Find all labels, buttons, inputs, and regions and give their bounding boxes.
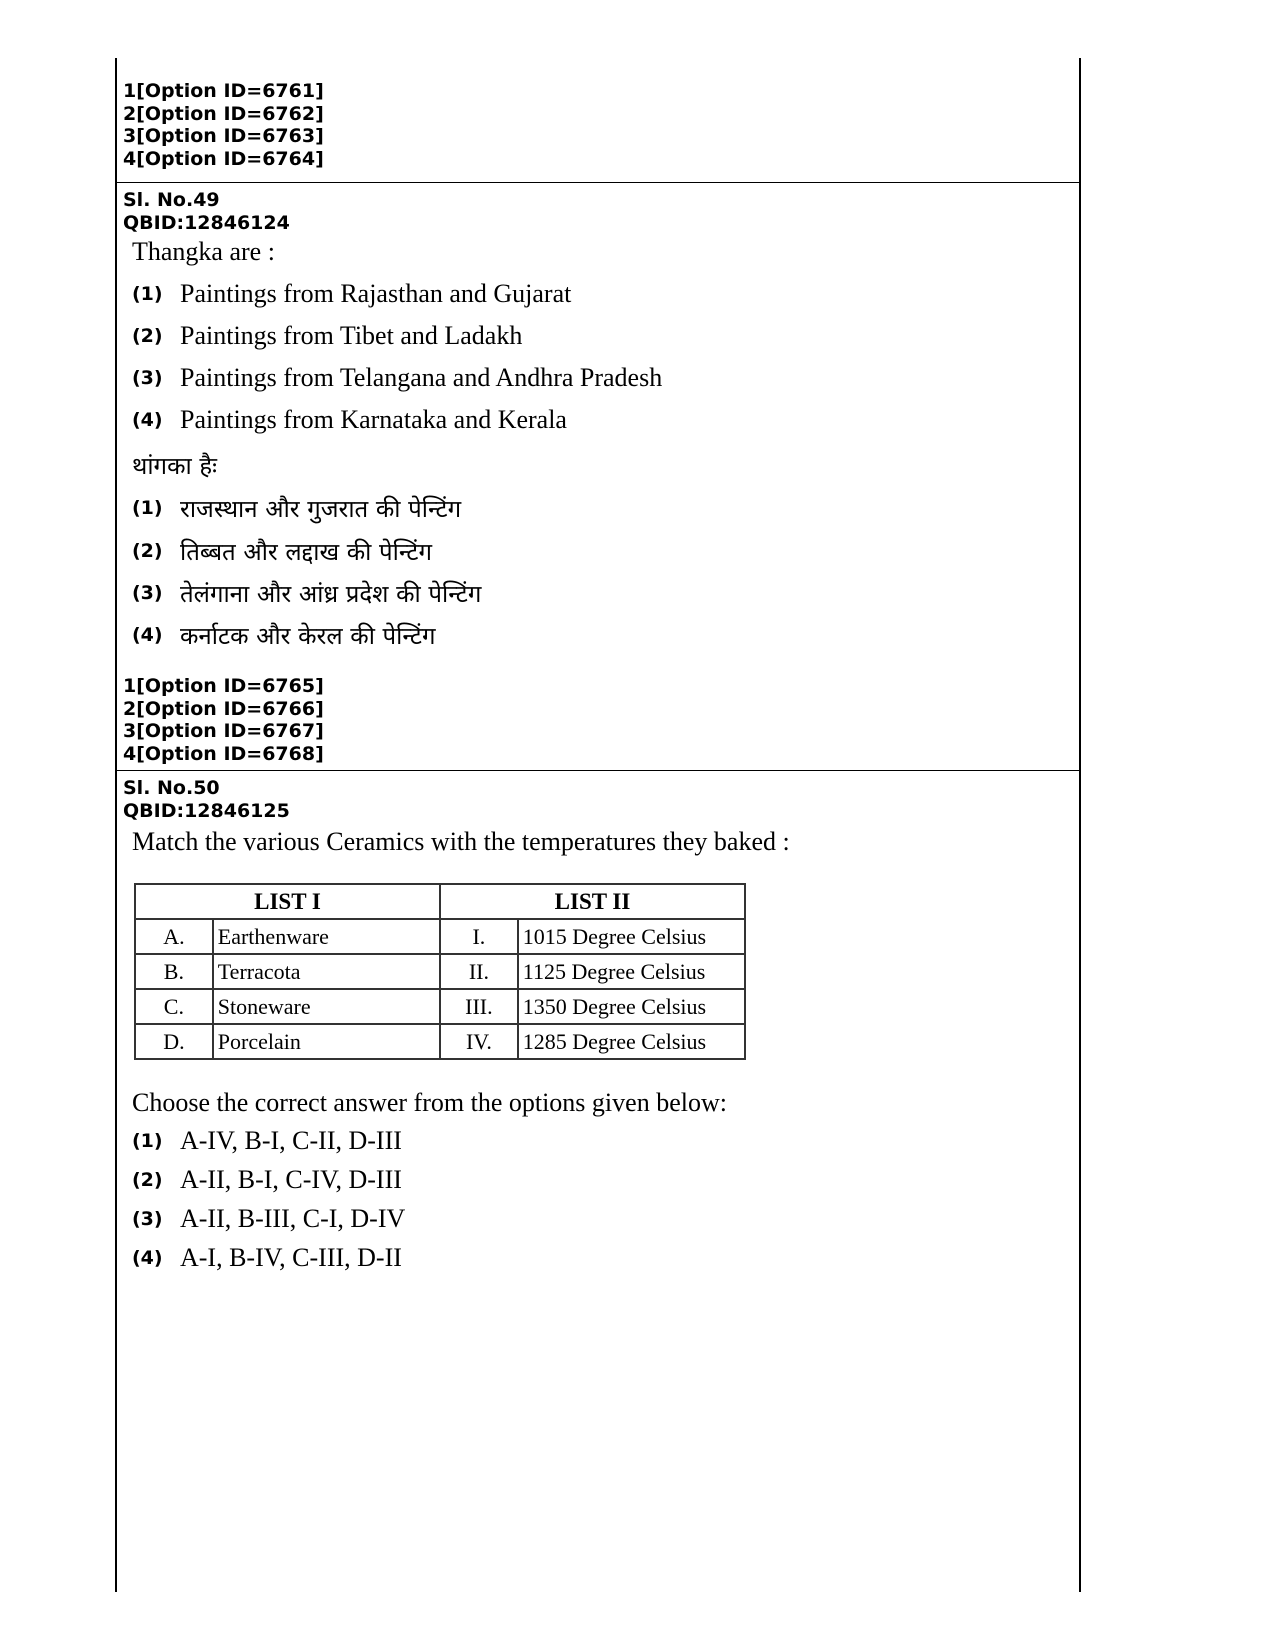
list-1-label: D. — [135, 1024, 213, 1059]
list-1-label: C. — [135, 989, 213, 1024]
option-en — [132, 405, 567, 435]
list-1-item: Terracota — [213, 954, 440, 989]
table-row — [135, 919, 745, 954]
option-id: 2[Option ID=6766] — [123, 697, 324, 720]
list-2-item: 1350 Degree Celsius — [518, 989, 745, 1024]
list-1-item: Stoneware — [213, 989, 440, 1024]
question-49 — [117, 182, 1079, 771]
list-2-header: LIST II — [440, 884, 745, 919]
option-id-list — [123, 80, 324, 170]
option-text: A-II, B-III, C-I, D-IV — [180, 1204, 406, 1233]
option-number: (1) — [132, 283, 163, 305]
list-2-item: 1015 Degree Celsius — [518, 919, 745, 954]
option-id: 1[Option ID=6761] — [123, 80, 324, 102]
serial-number: Sl. No.50 — [123, 777, 220, 799]
option-id: 4[Option ID=6764] — [123, 147, 324, 170]
qbid: QBID:12846124 — [123, 211, 290, 234]
option-number: (4) — [132, 409, 163, 431]
option-text: कर्नाटक और केरल की पेन्टिंग — [180, 621, 436, 650]
qbid: QBID:12846125 — [123, 799, 290, 822]
serial-number: Sl. No.49 — [123, 189, 220, 211]
option — [132, 1126, 402, 1156]
option-number: (2) — [132, 1169, 163, 1191]
option-text: तिब्बत और लद्दाख की पेन्टिंग — [180, 537, 432, 566]
question-text-hi: थांगका हैः — [132, 452, 217, 480]
option — [132, 1204, 405, 1234]
option-id: 3[Option ID=6767] — [123, 720, 324, 742]
option-number: (4) — [132, 624, 163, 646]
option-text: Paintings from Karnataka and Kerala — [180, 405, 567, 434]
table-row — [135, 1024, 745, 1059]
option-text: Paintings from Tibet and Ladakh — [180, 321, 523, 350]
question-paper-frame — [115, 58, 1081, 1592]
list-2-label: II. — [440, 954, 518, 989]
option-text: A-IV, B-I, C-II, D-III — [180, 1126, 402, 1155]
list-2-item: 1285 Degree Celsius — [518, 1024, 745, 1059]
question-text-en: Thangka are : — [132, 237, 275, 266]
option-text: A-II, B-I, C-IV, D-III — [180, 1165, 402, 1194]
option-text: Paintings from Rajasthan and Gujarat — [180, 279, 572, 308]
option-hi — [132, 493, 461, 523]
option-id: 1[Option ID=6765] — [123, 675, 324, 697]
table-row — [135, 989, 745, 1024]
list-2-item: 1125 Degree Celsius — [518, 954, 745, 989]
option-number: (1) — [132, 1130, 163, 1152]
option-number: (3) — [132, 582, 163, 604]
option-number: (3) — [132, 1208, 163, 1230]
option-id-list — [123, 675, 324, 765]
option-id: 3[Option ID=6763] — [123, 125, 324, 147]
list-1-header: LIST I — [135, 884, 440, 919]
table-header-row — [135, 884, 745, 919]
option-number: (3) — [132, 367, 163, 389]
option-id: 4[Option ID=6768] — [123, 742, 324, 765]
list-1-item: Earthenware — [213, 919, 440, 954]
prev-question-option-ids — [117, 58, 1079, 182]
option-hi — [132, 620, 436, 650]
question-meta — [123, 189, 290, 234]
list-2-label: I. — [440, 919, 518, 954]
option-number: (4) — [132, 1247, 163, 1269]
option-number: (1) — [132, 497, 163, 519]
list-1-item: Porcelain — [213, 1024, 440, 1059]
list-1-label: B. — [135, 954, 213, 989]
question-text-en: Match the various Ceramics with the temperatures they baked : — [132, 827, 790, 856]
option-text: राजस्थान और गुजरात की पेन्टिंग — [180, 494, 462, 523]
option-text: Paintings from Telangana and Andhra Pradesh — [180, 363, 663, 392]
option-en — [132, 279, 571, 309]
question-50 — [117, 770, 1079, 1592]
option — [132, 1243, 402, 1273]
option-id: 2[Option ID=6762] — [123, 102, 324, 125]
match-table — [134, 883, 746, 1060]
option-hi — [132, 578, 481, 608]
choose-instruction: Choose the correct answer from the options given below: — [132, 1088, 727, 1117]
question-meta — [123, 777, 290, 822]
option-en — [132, 363, 662, 393]
table-row — [135, 954, 745, 989]
option-en — [132, 321, 522, 351]
option-text: तेलंगाना और आंध्र प्रदेश की पेन्टिंग — [180, 579, 482, 608]
option-hi — [132, 536, 432, 566]
option — [132, 1165, 402, 1195]
option-text: A-I, B-IV, C-III, D-II — [180, 1243, 402, 1272]
list-1-label: A. — [135, 919, 213, 954]
option-number: (2) — [132, 540, 163, 562]
option-number: (2) — [132, 325, 163, 347]
list-2-label: IV. — [440, 1024, 518, 1059]
list-2-label: III. — [440, 989, 518, 1024]
